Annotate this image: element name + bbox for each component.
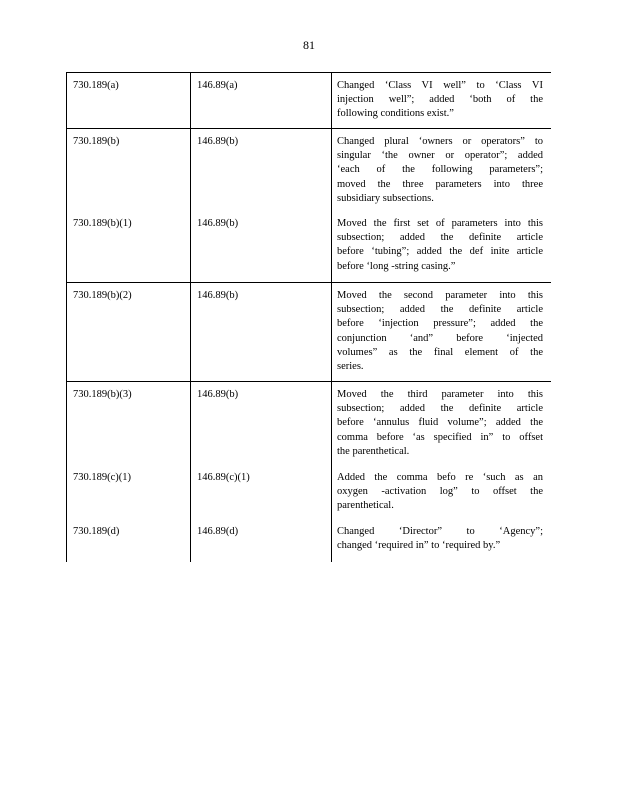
description-line: series. xyxy=(337,361,364,373)
description-cell xyxy=(337,525,543,553)
table-row xyxy=(66,381,551,562)
description-line: ‘each of the following parameters”; xyxy=(337,164,543,176)
description-line: following conditions exist.” xyxy=(337,108,454,120)
old-section-cell: 730.189(c)(1) xyxy=(73,472,132,483)
description-line: subsection; added the definite article xyxy=(337,304,543,316)
new-section-cell: 146.89(b) xyxy=(197,136,239,147)
description-line: before ‘injection pressure”; added the xyxy=(337,318,543,330)
description-cell xyxy=(337,79,543,122)
description-line: before ‘annulus fluid volume”; added the xyxy=(337,417,543,429)
amendments-table xyxy=(66,72,551,562)
description-cell xyxy=(337,289,543,374)
description-cell xyxy=(337,471,543,514)
old-section-cell: 730.189(b) xyxy=(73,136,120,147)
new-section-cell: 146.89(d) xyxy=(197,526,239,537)
table-row xyxy=(66,282,551,381)
description-line: comma before ‘as specified in” to offset xyxy=(337,431,543,443)
description-line: Moved the first set of parameters into this xyxy=(337,218,543,229)
page-number: 81 xyxy=(303,38,315,52)
table-row xyxy=(66,72,551,128)
description-line: volumes” as the final element of the xyxy=(337,346,543,358)
description-line: before ‘tubing”; added the def inite article xyxy=(337,246,543,258)
new-section-cell: 146.89(b) xyxy=(197,218,239,229)
description-line: Added the comma befo re ‘such as an xyxy=(337,472,543,483)
new-section-cell: 146.89(b) xyxy=(197,389,239,400)
description-line: before ‘long -string casing.” xyxy=(337,260,456,272)
description-line: singular ‘the owner or operator”; added xyxy=(337,150,543,162)
description-line: Changed ‘Director” to ‘Agency”; xyxy=(337,526,543,537)
old-section-cell: 730.189(b)(2) xyxy=(73,290,132,301)
description-cell xyxy=(337,388,543,459)
description-line: parenthetical. xyxy=(337,500,394,512)
new-section-cell: 146.89(b) xyxy=(197,290,239,301)
table-row xyxy=(66,128,551,282)
description-line: Changed plural ‘owners or operators” to xyxy=(337,136,543,147)
description-line: moved the three parameters into three xyxy=(337,178,543,190)
new-section-cell: 146.89(c)(1) xyxy=(197,472,250,483)
new-section-cell: 146.89(a) xyxy=(197,80,238,91)
description-line: subsection; added the definite article xyxy=(337,232,543,244)
description-line: conjunction ‘and” before ‘injected xyxy=(337,332,543,344)
description-line: Changed ‘Class VI well” to ‘Class VI xyxy=(337,80,543,91)
description-line: the parenthetical. xyxy=(337,445,410,457)
description-line: Moved the second parameter into this xyxy=(337,290,543,301)
description-cell xyxy=(337,135,543,206)
description-line: oxygen -activation log” to offset the xyxy=(337,486,543,498)
description-line: changed ‘required in” to ‘required by.” xyxy=(337,540,501,552)
old-section-cell: 730.189(b)(3) xyxy=(73,389,132,400)
description-line: Moved the third parameter into this xyxy=(337,389,543,400)
old-section-cell: 730.189(b)(1) xyxy=(73,218,132,229)
description-cell xyxy=(337,217,543,274)
description-line: subsection; added the definite article xyxy=(337,403,543,415)
old-section-cell: 730.189(d) xyxy=(73,526,120,537)
old-section-cell: 730.189(a) xyxy=(73,80,119,91)
description-line: injection well”; added ‘both of the xyxy=(337,94,543,106)
description-line: subsidiary subsections. xyxy=(337,192,434,204)
